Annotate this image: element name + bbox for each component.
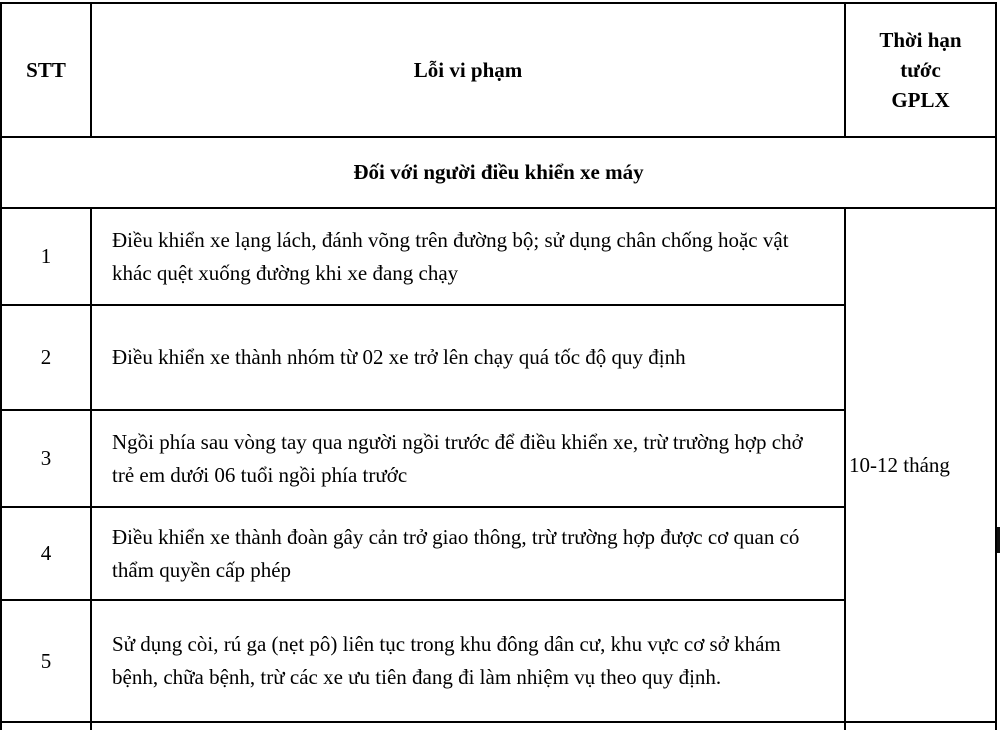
header-label-stt: STT <box>26 57 66 82</box>
table-row-partial <box>1 722 996 730</box>
row-number: 4 <box>1 507 91 600</box>
revocation-period-cell: 10-12 tháng <box>845 208 996 722</box>
header-cell-stt <box>1 3 91 137</box>
row-number: 1 <box>1 208 91 305</box>
row-number: 2 <box>1 305 91 410</box>
violation-text: Điều khiển xe thành nhóm từ 02 xe trở lên chạy quá tốc độ quy định <box>91 305 845 410</box>
table-header-row <box>1 3 996 137</box>
partial-duration-cell <box>845 722 996 730</box>
header-cell-violation <box>91 3 845 137</box>
header-label-revocation-line3: GPLX <box>891 88 950 112</box>
violation-table <box>0 2 997 730</box>
section-header-cell: Đối với người điều khiển xe máy <box>1 137 996 208</box>
violation-text: Điều khiển xe thành đoàn gây cản trở giao thông, trừ trường hợp được cơ quan có thẩm quyền cấp phép <box>91 507 845 600</box>
document-page <box>0 2 1000 730</box>
violation-text: Ngồi phía sau vòng tay qua người ngồi trước để điều khiển xe, trừ trường hợp chở trẻ em dưới 06 tuổi ngồi phía trước <box>91 410 845 507</box>
row-number: 5 <box>1 600 91 722</box>
violation-text: Sử dụng còi, rú ga (nẹt pô) liên tục trong khu đông dân cư, khu vực cơ sở khám bệnh, chữa bệnh, trừ các xe ưu tiên đang đi làm nhiệm vụ theo quy định. <box>91 600 845 722</box>
partial-number-cell <box>1 722 91 730</box>
section-header-row <box>1 137 996 208</box>
partial-violation-cell <box>91 722 845 730</box>
header-cell-revocation-period <box>845 3 996 137</box>
header-label-revocation-line2: tước <box>900 58 941 82</box>
violation-text: Điều khiển xe lạng lách, đánh võng trên đường bộ; sử dụng chân chống hoặc vật khác quệt xuống đường khi xe đang chạy <box>91 208 845 305</box>
header-label-revocation-line1: Thời hạn <box>879 28 962 52</box>
table-row <box>1 208 996 305</box>
header-label-violation: Lỗi vi phạm <box>413 57 523 82</box>
row-number: 3 <box>1 410 91 507</box>
